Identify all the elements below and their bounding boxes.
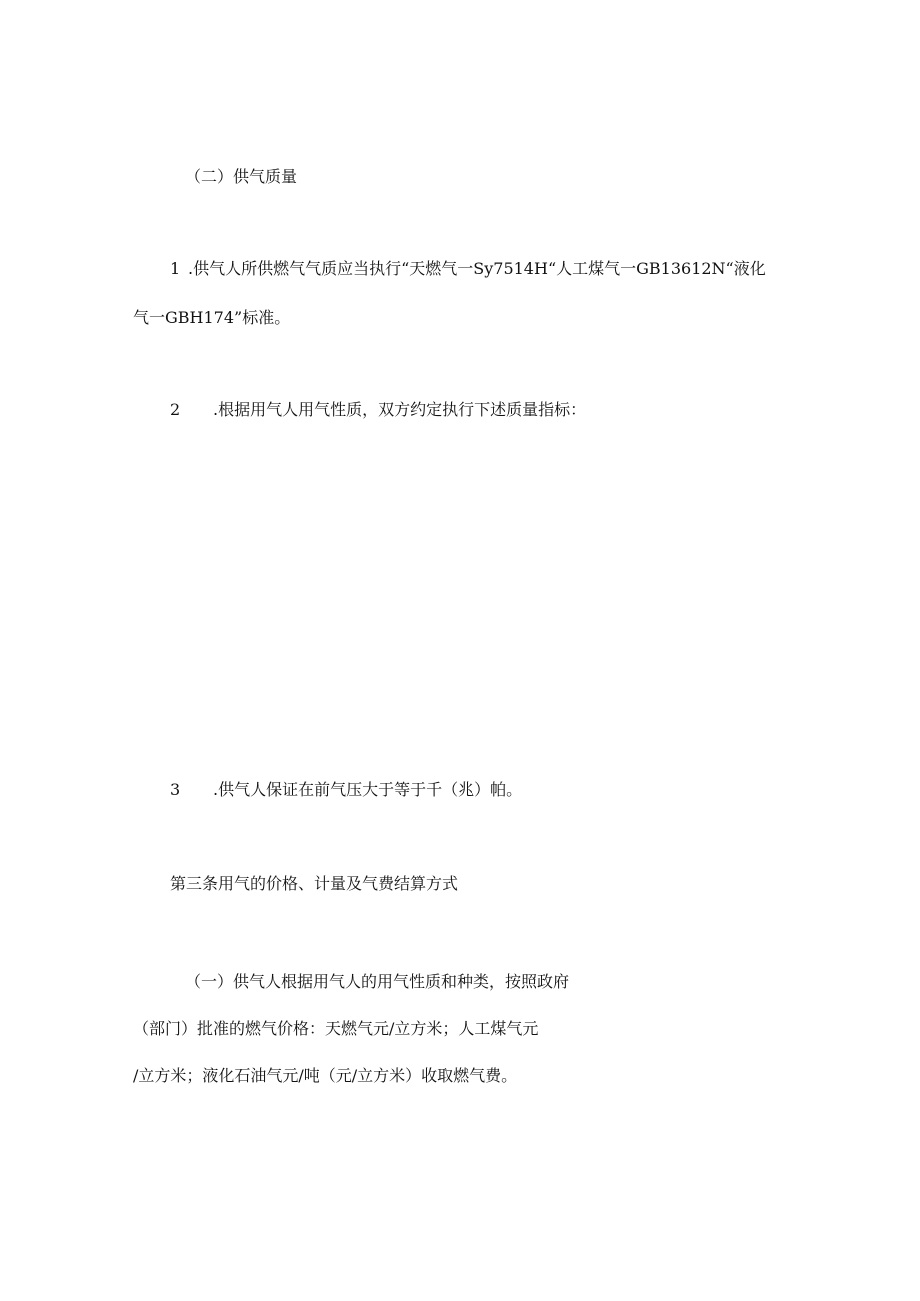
item-1-text: .供气人所供燃气气质应当执行“天燃气一Sy7514H“人工煤气一GB13612N“液化 (188, 259, 766, 278)
section-heading: （二）供气质量 (185, 167, 298, 186)
item-2-text: .根据用气人用气性质，双方约定执行下述质量指标： (213, 400, 587, 419)
article-3-para-line-2: （部门）批准的燃气价格：天燃气元/立方米；人工煤气元 (133, 1019, 539, 1038)
item-3 (170, 780, 522, 800)
item-1-line-2: 气一GBH174”标准。 (133, 308, 291, 327)
item-3-text: .供气人保证在前气压大于等于千（兆）帕。 (213, 780, 523, 799)
article-3-para-line-1: （一）供气人根据用气人的用气性质和种类，按照政府 (185, 972, 570, 991)
item-2 (170, 400, 586, 420)
article-3-title: 第三条用气的价格、计量及气费结算方式 (170, 874, 459, 893)
item-1-line-1 (170, 259, 766, 279)
item-3-number: 3 (170, 780, 181, 799)
item-1-number: 1 (170, 259, 181, 278)
item-2-number: 2 (170, 400, 181, 419)
article-3-para-line-3: /立方米；液化石油气元/吨（元/立方米）收取燃气费。 (133, 1066, 518, 1085)
